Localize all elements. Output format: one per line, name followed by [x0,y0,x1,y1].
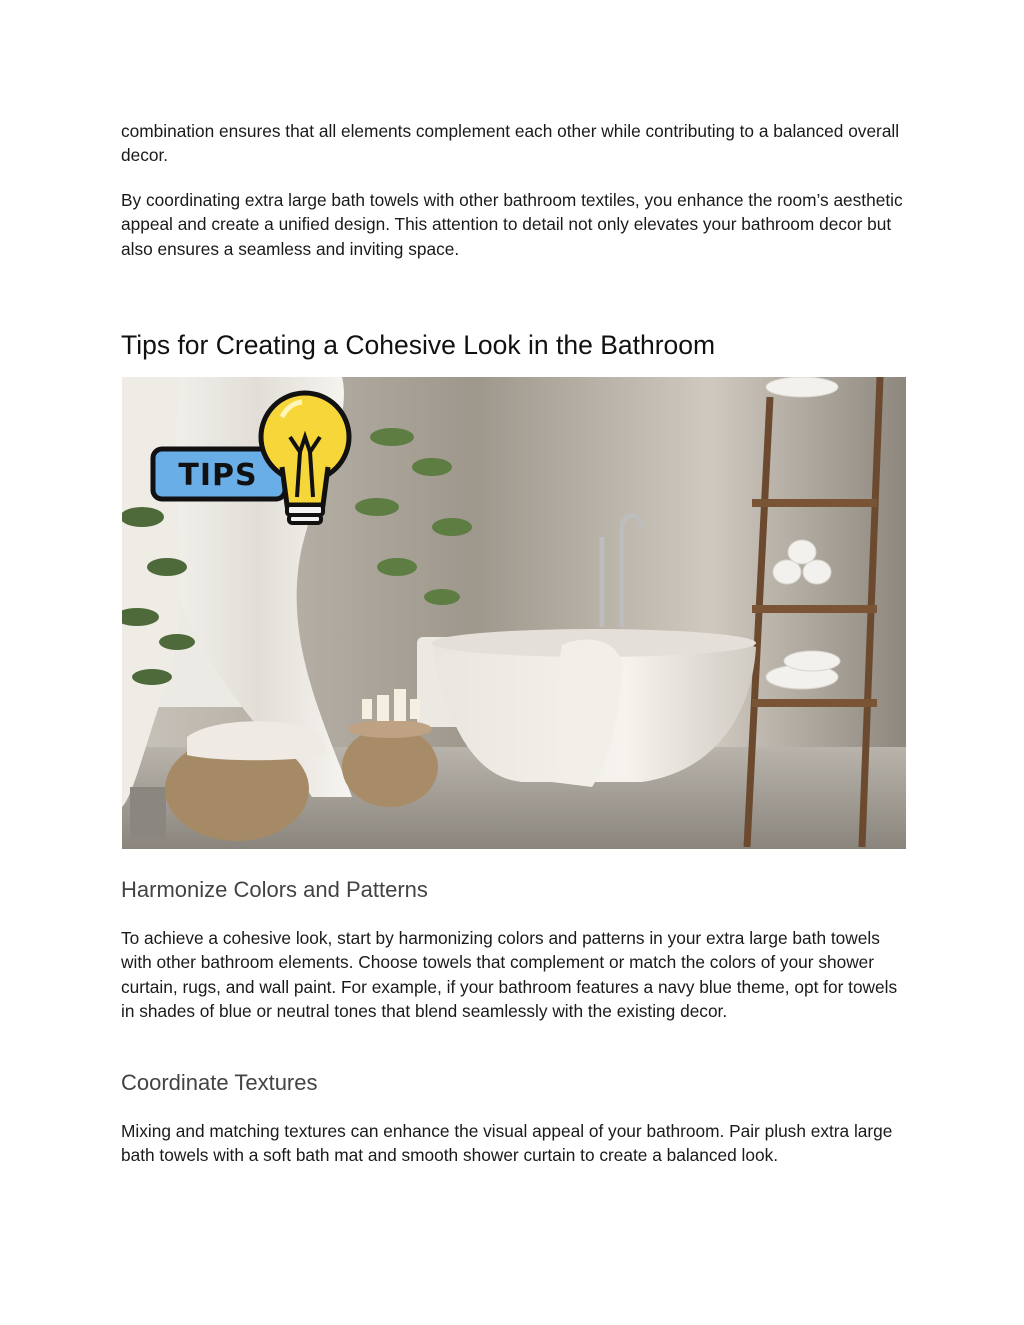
intro-paragraph-1: combination ensures that all elements complement each other while contributing to a balanced overall decor. [121,121,900,166]
tips-badge-text: TIPS [178,458,258,493]
paragraph-harmonize: To achieve a cohesive look, start by harmonizing colors and patterns in your extra large bath towels with other bathroom elements. Choose towels that complement or match the colors of your shower curtain, rugs, and wall paint. For example, if your bathroom features a navy blue theme, opt for towels in shades of blue or neutral tones that blend seamlessly with the existing decor. [121,928,898,1022]
subheading-harmonize: Harmonize Colors and Patterns [121,877,428,902]
intro-paragraph-2: By coordinating extra large bath towels with other bathroom textiles, you enhance the room’s aesthetic appeal and create a unified design. This attention to detail not only elevates your bathroom decor but also ensures a seamless and inviting space. [121,190,903,259]
subheading-coordinate: Coordinate Textures [121,1070,318,1095]
paragraph-coordinate: Mixing and matching textures can enhance the visual appeal of your bathroom. Pair plush extra large bath towels with a soft bath mat and smooth shower curtain to create a balanced look. [121,1121,893,1166]
section-title: Tips for Creating a Cohesive Look in the Bathroom [121,330,716,360]
bathroom-tips-image [122,377,906,849]
